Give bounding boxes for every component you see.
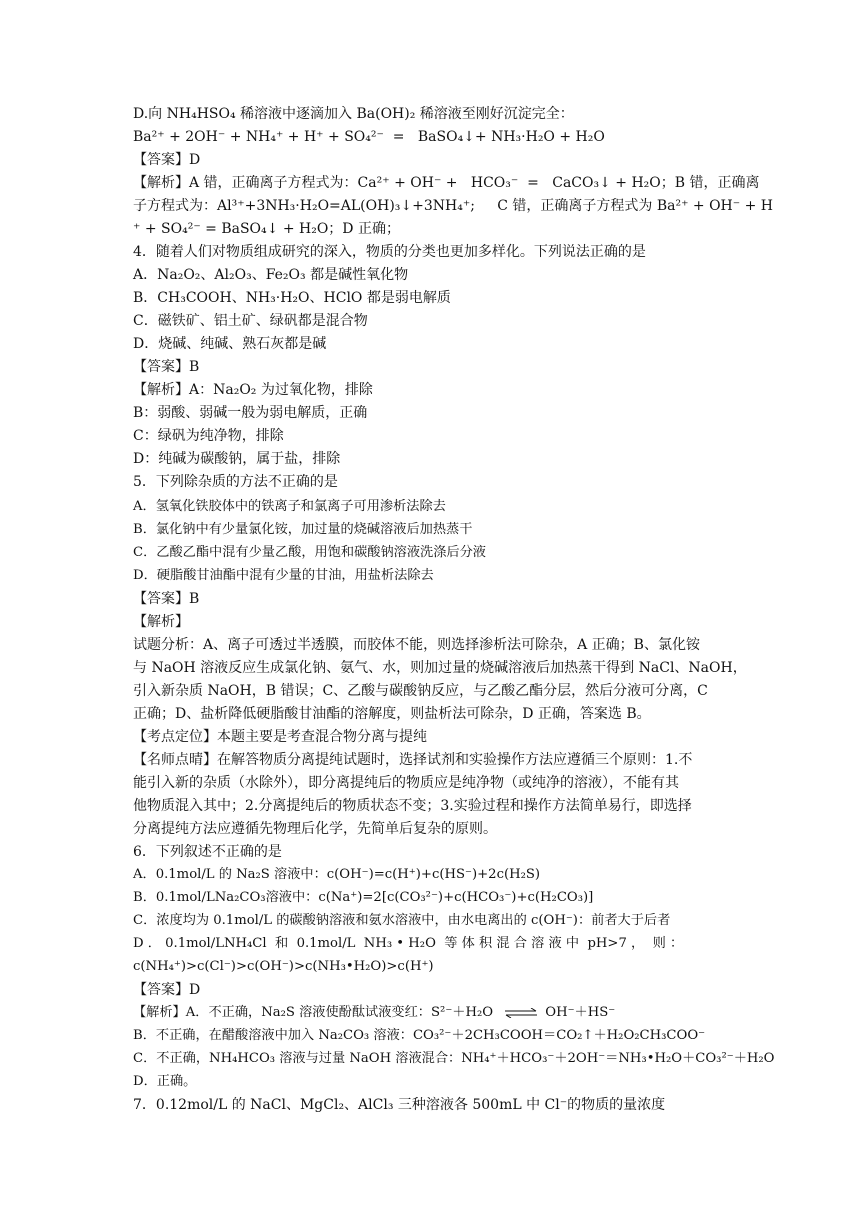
q6-analysis-a: 【解析】A．不正确，Na₂S 溶液使酚酞试液变红：S²⁻＋H₂O OH⁻＋HS⁻ xyxy=(133,1005,616,1020)
q3-analysis-line-3: ⁺ + SO₄²⁻ = BaSO₄↓ + H₂O；D 正确； xyxy=(133,221,400,237)
q5-option-d: D．硬脂酸甘油酯中混有少量的甘油，用盐析法除去 xyxy=(133,568,434,583)
q5-teacher-note-line-1: 【名师点晴】在解答物质分离提纯试题时，选择试剂和实验操作方法应遵循三个原则：1.不 xyxy=(133,752,693,768)
q5-analysis-line-2: 与 NaOH 溶液反应生成氯化钠、氨气、水，则加过量的烧碱溶液后加热蒸干得到 NaCl、NaOH， xyxy=(133,660,747,676)
q5-option-b: B．氯化钠中有少量氯化铵，加过量的烧碱溶液后加热蒸干 xyxy=(133,522,473,537)
q5-analysis-line-1: 试题分析：A、离子可透过半透膜，而胶体不能，则选择渗析法可除杂，A 正确；B、氯化铵 xyxy=(133,637,700,653)
q4-answer: 【答案】B xyxy=(133,359,200,375)
q4-stem: 4．随着人们对物质组成研究的深入，物质的分类也更加多样化。下列说法正确的是 xyxy=(133,244,646,260)
q6-analysis-b: B．不正确，在醋酸溶液中加入 Na₂CO₃ 溶液：CO₃²⁻＋2CH₃COOH＝CO₂↑＋H₂O₂CH₃COO⁻ xyxy=(133,1028,706,1043)
q4-option-c: C．磁铁矿、铝土矿、绿矾都是混合物 xyxy=(133,313,368,329)
q4-analysis-b: B：弱酸、弱碱一般为弱电解质，正确 xyxy=(133,405,368,421)
q6-analysis-d: D．正确。 xyxy=(133,1074,197,1089)
q5-stem: 5．下列除杂质的方法不正确的是 xyxy=(133,474,338,490)
q3-equation: Ba²⁺ + 2OH⁻ + NH₄⁺ + H⁺ + SO₄²⁻ = BaSO₄↓+ NH₃·H₂O + H₂O xyxy=(133,129,605,145)
q5-teacher-note-line-4: 分离提纯方法应遵循先物理后化学，先简单后复杂的原则。 xyxy=(133,821,497,837)
q5-analysis-line-4: 正确；D、盐析降低硬脂酸甘油酯的溶解度，则盐析法可除杂，D 正确，答案选 B。 xyxy=(133,706,651,722)
q4-option-b: B．CH₃COOH、NH₃·H₂O、HClO 都是弱电解质 xyxy=(133,290,451,306)
q4-analysis-c: C：绿矾为纯净物，排除 xyxy=(133,428,284,444)
q3-analysis-line-2: 子方程式为：Al³⁺+3NH₃·H₂O=AL(OH)₃↓+3NH₄⁺; C 错，正确离子方程式为 Ba²⁺ + OH⁻ + H xyxy=(133,198,773,214)
q4-option-d: D．烧碱、纯碱、熟石灰都是碱 xyxy=(133,336,327,352)
q6-answer: 【答案】D xyxy=(133,982,201,998)
q3-answer: 【答案】D xyxy=(133,152,201,168)
q6-option-a: A．0.1mol/L 的 Na₂S 溶液中：c(OH⁻)=c(H⁺)+c(HS⁻)+2c(H₂S) xyxy=(133,867,541,882)
q5-answer: 【答案】B xyxy=(133,591,200,607)
q6-option-d-line-2: c(NH₄⁺)>c(Cl⁻)>c(OH⁻)>c(NH₃•H₂O)>c(H⁺) xyxy=(133,959,434,974)
q4-option-a: A．Na₂O₂、Al₂O₃、Fe₂O₃ 都是碱性氧化物 xyxy=(133,267,409,283)
q5-key-point: 【考点定位】本题主要是考查混合物分离与提纯 xyxy=(133,729,427,745)
q6-stem: 6．下列叙述不正确的是 xyxy=(133,844,282,860)
q5-teacher-note-line-3: 他物质混入其中；2.分离提纯后的物质状态不变；3.实验过程和操作方法简单易行，即选择 xyxy=(133,798,692,814)
q6-option-b: B．0.1mol/LNa₂CO₃溶液中：c(Na⁺)=2[c(CO₃²⁻)+c(HCO₃⁻)+c(H₂CO₃)] xyxy=(133,890,594,905)
q5-analysis-heading: 【解析】 xyxy=(133,614,189,630)
q6-analysis-c: C．不正确，NH₄HCO₃ 溶液与过量 NaOH 溶液混合：NH₄⁺＋HCO₃⁻＋2OH⁻＝NH₃•H₂O＋CO₃²⁻＋H₂O xyxy=(133,1051,775,1066)
q5-analysis-line-3: 引入新杂质 NaOH，B 错误；C、乙酸与碳酸钠反应，与乙酸乙酯分层，然后分液可分离，C xyxy=(133,683,708,699)
q3-option-d: D.向 NH₄HSO₄ 稀溶液中逐滴加入 Ba(OH)₂ 稀溶液至刚好沉淀完全： xyxy=(133,106,574,122)
q6-option-c: C．浓度均为 0.1mol/L 的碳酸钠溶液和氨水溶液中，由水电离出的 c(OH⁻)：前者大于后者 xyxy=(133,913,671,928)
q5-teacher-note-line-2: 能引入新的杂质（水除外），即分离提纯后的物质应是纯净物（或纯净的溶液），不能有其 xyxy=(133,775,679,791)
q3-analysis-line-1: 【解析】A 错，正确离子方程式为：Ca²⁺ + OH⁻ + HCO₃⁻ = CaCO₃↓ + H₂O；B 错，正确离 xyxy=(133,175,760,191)
q7-stem: 7．0.12mol/L 的 NaCl、MgCl₂、AlCl₃ 三种溶液各 500mL 中 Cl⁻的物质的量浓度 xyxy=(133,1097,666,1113)
q4-analysis-a: 【解析】A：Na₂O₂ 为过氧化物，排除 xyxy=(133,382,373,398)
q4-analysis-d: D：纯碱为碳酸钠，属于盐，排除 xyxy=(133,451,341,467)
q5-option-c: C．乙酸乙酯中混有少量乙酸，用饱和碳酸钠溶液洗涤后分液 xyxy=(133,545,486,560)
q6-option-d-line-1: D ． 0.1mol/LNH₄Cl 和 0.1mol/L NH₃ • H₂O 等 体 积 混 合 溶 液 中 pH>7 ， 则 ： xyxy=(133,936,684,951)
q5-option-a: A．氢氧化铁胶体中的铁离子和氯离子可用渗析法除去 xyxy=(133,499,446,514)
equilibrium-arrow-icon xyxy=(503,1008,539,1018)
